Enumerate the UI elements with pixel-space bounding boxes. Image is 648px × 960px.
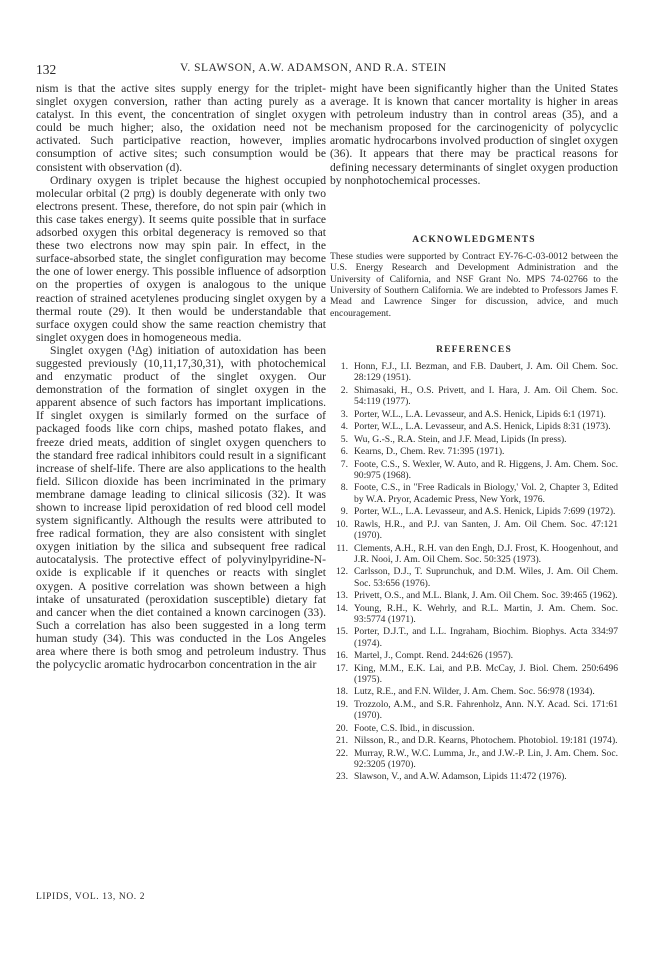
reference-item <box>330 409 618 420</box>
reference-item <box>330 385 618 408</box>
reference-item <box>330 434 618 445</box>
reference-number: 5. <box>340 433 348 445</box>
reference-number: 22. <box>336 747 348 759</box>
reference-list <box>330 361 618 783</box>
reference-text: Porter, W.L., L.A. Levasseur, and A.S. Henick, Lipids 7:699 (1972). <box>354 506 616 518</box>
page-number: 132 <box>36 62 57 77</box>
reference-number: 19. <box>336 698 348 710</box>
reference-text: King, M.M., E.K. Lai, and P.B. McCay, J. Biol. Chem. 250:6496 (1975). <box>354 662 618 685</box>
reference-number: 18. <box>336 686 348 698</box>
reference-text: Kearns, D., Chem. Rev. 71:395 (1971). <box>354 446 505 458</box>
reference-item <box>330 663 618 686</box>
reference-text: Porter, W.L., L.A. Levasseur, and A.S. Henick, Lipids 8:31 (1973). <box>354 421 611 433</box>
reference-item <box>330 446 618 457</box>
reference-number: 6. <box>340 446 348 458</box>
reference-text: Shimasaki, H., O.S. Privett, and I. Hara, J. Am. Oil Chem. Soc. 54:119 (1977). <box>354 384 618 408</box>
acknowledgments-text: These studies were supported by Contract EY-76-C-03-0012 between the U.S. Energy Research and Development Administration and the University of California, and NSF Grant No. MPS 74-02766 to the University of Southern California. We are indebted to Professors James F. Mead and Lawrence Singer for discussion, advice, and much encouragement. <box>330 250 618 319</box>
reference-text: Martel, J., Compt. Rend. 244:626 (1957). <box>354 650 514 662</box>
reference-item <box>330 650 618 661</box>
journal-footer: LIPIDS, VOL. 13, NO. 2 <box>36 892 146 902</box>
reference-item <box>330 626 618 649</box>
references-heading: REFERENCES <box>436 345 512 356</box>
reference-item <box>330 543 618 566</box>
reference-number: 17. <box>336 662 348 674</box>
reference-text: Carlsson, D.J., T. Suprunchuk, and D.M. Wiles, J. Am. Oil Chem. Soc. 53:656 (1976). <box>354 566 618 589</box>
reference-number: 10. <box>336 518 348 530</box>
reference-text: Wu, G.-S., R.A. Stein, and J.F. Mead, Lipids (In press). <box>354 433 567 445</box>
reference-number: 2. <box>340 384 348 396</box>
reference-item <box>330 748 618 771</box>
reference-text: Lutz, R.E., and F.N. Wilder, J. Am. Chem. Soc. 56:978 (1934). <box>354 686 595 698</box>
body-paragraph: Ordinary oxygen is triplet because the highest occupied molecular orbital (2 pπg) is doubly degenerate with only two electrons present. These, therefore, do not spin pair (which in this case takes energy). It seems quite possible that in surface adsorbed oxygen this orbital degeneracy is removed so that these two electrons now may spin pair. In effect, in the surface-absorbed state, the singlet configuration may become the one of lower energy. This possible influence of adsorption on the properties of oxygen is analogous to the unique reaction of strained acetylenes producing singlet oxygen by a thermal route (29). It then would be understandable that surface oxygen could show the same reaction chemistry that singlet oxygen does in homogeneous media. <box>36 173 326 344</box>
reference-item <box>330 482 618 505</box>
reference-text: Slawson, V., and A.W. Adamson, Lipids 11:472 (1976). <box>354 771 567 783</box>
reference-text: Porter, W.L., L.A. Levasseur, and A.S. Henick, Lipids 6:1 (1971). <box>354 408 606 420</box>
reference-item <box>330 686 618 697</box>
reference-item <box>330 421 618 432</box>
reference-text: Trozzolo, A.M., and S.R. Fahrenholz, Ann. N.Y. Acad. Sci. 171:61 (1970). <box>354 698 618 722</box>
reference-item <box>330 771 618 782</box>
reference-number: 3. <box>340 408 348 420</box>
reference-item <box>330 566 618 589</box>
reference-text: Murray, R.W., W.C. Lumma, Jr., and J.W.-P. Lin, J. Am. Chem. Soc. 92:3205 (1970). <box>354 747 618 770</box>
reference-text: Privett, O.S., and M.L. Blank, J. Am. Oil Chem. Soc. 39:465 (1962). <box>354 590 618 602</box>
reference-item <box>330 506 618 517</box>
reference-number: 14. <box>336 602 348 614</box>
reference-number: 20. <box>336 722 348 734</box>
reference-number: 15. <box>336 626 348 638</box>
reference-number: 7. <box>340 458 348 470</box>
reference-number: 4. <box>340 421 348 433</box>
reference-item <box>330 699 618 722</box>
reference-text: Clements, A.H., R.H. van den Engh, D.J. Frost, K. Hoogenhout, and J.R. Nooi, J. Am. Oil Chem. Soc. 50:325 (1973). <box>354 542 618 565</box>
reference-number: 13. <box>336 590 348 602</box>
reference-item <box>330 590 618 601</box>
reference-text: Nilsson, R., and D.R. Kearns, Photochem. Photobiol. 19:181 (1974). <box>354 735 618 747</box>
reference-item <box>330 735 618 746</box>
reference-number: 9. <box>340 506 348 518</box>
reference-text: Young, R.H., K. Wehrly, and R.L. Martin, J. Am. Chem. Soc. 93:5774 (1971). <box>354 602 618 625</box>
reference-item <box>330 723 618 734</box>
reference-number: 23. <box>336 771 348 783</box>
acknowledgments-heading: ACKNOWLEDGMENTS <box>412 234 536 245</box>
reference-item <box>330 519 618 542</box>
reference-text: Foote, C.S., S. Wexler, W. Auto, and R. Higgens, J. Am. Chem. Soc. 90:975 (1968). <box>354 458 618 481</box>
reference-text: Foote, C.S. Ibid., in discussion. <box>354 722 475 734</box>
reference-number: 16. <box>336 650 348 662</box>
reference-item <box>330 603 618 626</box>
reference-text: Porter, D.J.T., and L.L. Ingraham, Biochim. Biophys. Acta 334:97 (1974). <box>354 626 618 649</box>
body-paragraph: Singlet oxygen (¹Δg) initiation of autoxidation has been suggested previously (10,11,17,30,31), with photochemical and enzymatic product of the singlet oxygen. Our demonstration of the formation of singlet oxygen in the apparent absence of such factors has important implications. If singlet oxygen is similarly formed on the surface of packaged foods like corn chips, mashed potato flakes, and freeze dried meats, addition of singlet oxygen quenchers to the standard free radical inhibitors could result in a significant increase of shelf-life. There are also applications to the health field. Silicon dioxide has been incriminated in the primary membrane damage leading to clinical silicosis (32). It was shown to increase lipid peroxidation of red blood cell model system significantly. Although the results were attributed to free radical formation, they are also consistent with singlet oxygen initiation by the silica and subsequent free radical autocatalysis. The protective effect of polyvinylpyridine-N-oxide is explicable if it quenches or reacts with singlet oxygen. A positive correlation was shown between a high intake of unsaturated (peroxidation susceptible) dietary fat and cancer when the diet contained a known carcinogen (33). Such a correlation has also been suggested in a long term human study (34). This was conducted in the Los Angeles area where there is both smog and petroleum industry. Thus the polycyclic aromatic hydrocarbon concentration in the air <box>36 343 326 672</box>
reference-number: 11. <box>336 542 348 554</box>
reference-item <box>330 459 618 482</box>
right-column <box>330 82 618 784</box>
reference-item <box>330 361 618 384</box>
reference-number: 21. <box>336 735 348 747</box>
body-paragraph: nism is that the active sites supply energy for the triplet-singlet oxygen conversion, rather than acting purely as a catalyst. In this event, the concentration of singlet oxygen could be much higher; also, the oxidation need not be activated. Such participative reaction, however, implies consumption of active sites; such consumption would be consistent with observation (d). <box>36 82 326 174</box>
reference-number: 8. <box>340 482 348 494</box>
reference-text: Honn, F.J., I.I. Bezman, and F.B. Daubert, J. Am. Oil Chem. Soc. 28:129 (1951). <box>354 361 618 384</box>
reference-text: Rawls, H.R., and P.J. van Santen, J. Am. Oil Chem. Soc. 47:121 (1970). <box>354 518 618 542</box>
reference-number: 12. <box>336 566 348 578</box>
reference-number: 1. <box>340 361 348 373</box>
reference-text: Foote, C.S., in "Free Radicals in Biology,' Vol. 2, Chapter 3, Edited by W.A. Pryor, Academic Press, New York, 1976. <box>354 482 618 505</box>
left-column <box>36 82 326 671</box>
body-paragraph: might have been significantly higher than the United States average. It is known that cancer mortality is higher in areas with petroleum industry than in control areas (35), and a mechanism proposed for the carcinogenicity of polycyclic aromatic hydrocarbons involved production of singlet oxygen (36). It appears that there may be practical reasons for defining necessary determinants of singlet oxygen production by nonphotochemical processes. <box>330 82 618 187</box>
running-head: V. SLAWSON, A.W. ADAMSON, AND R.A. STEIN <box>180 62 447 74</box>
